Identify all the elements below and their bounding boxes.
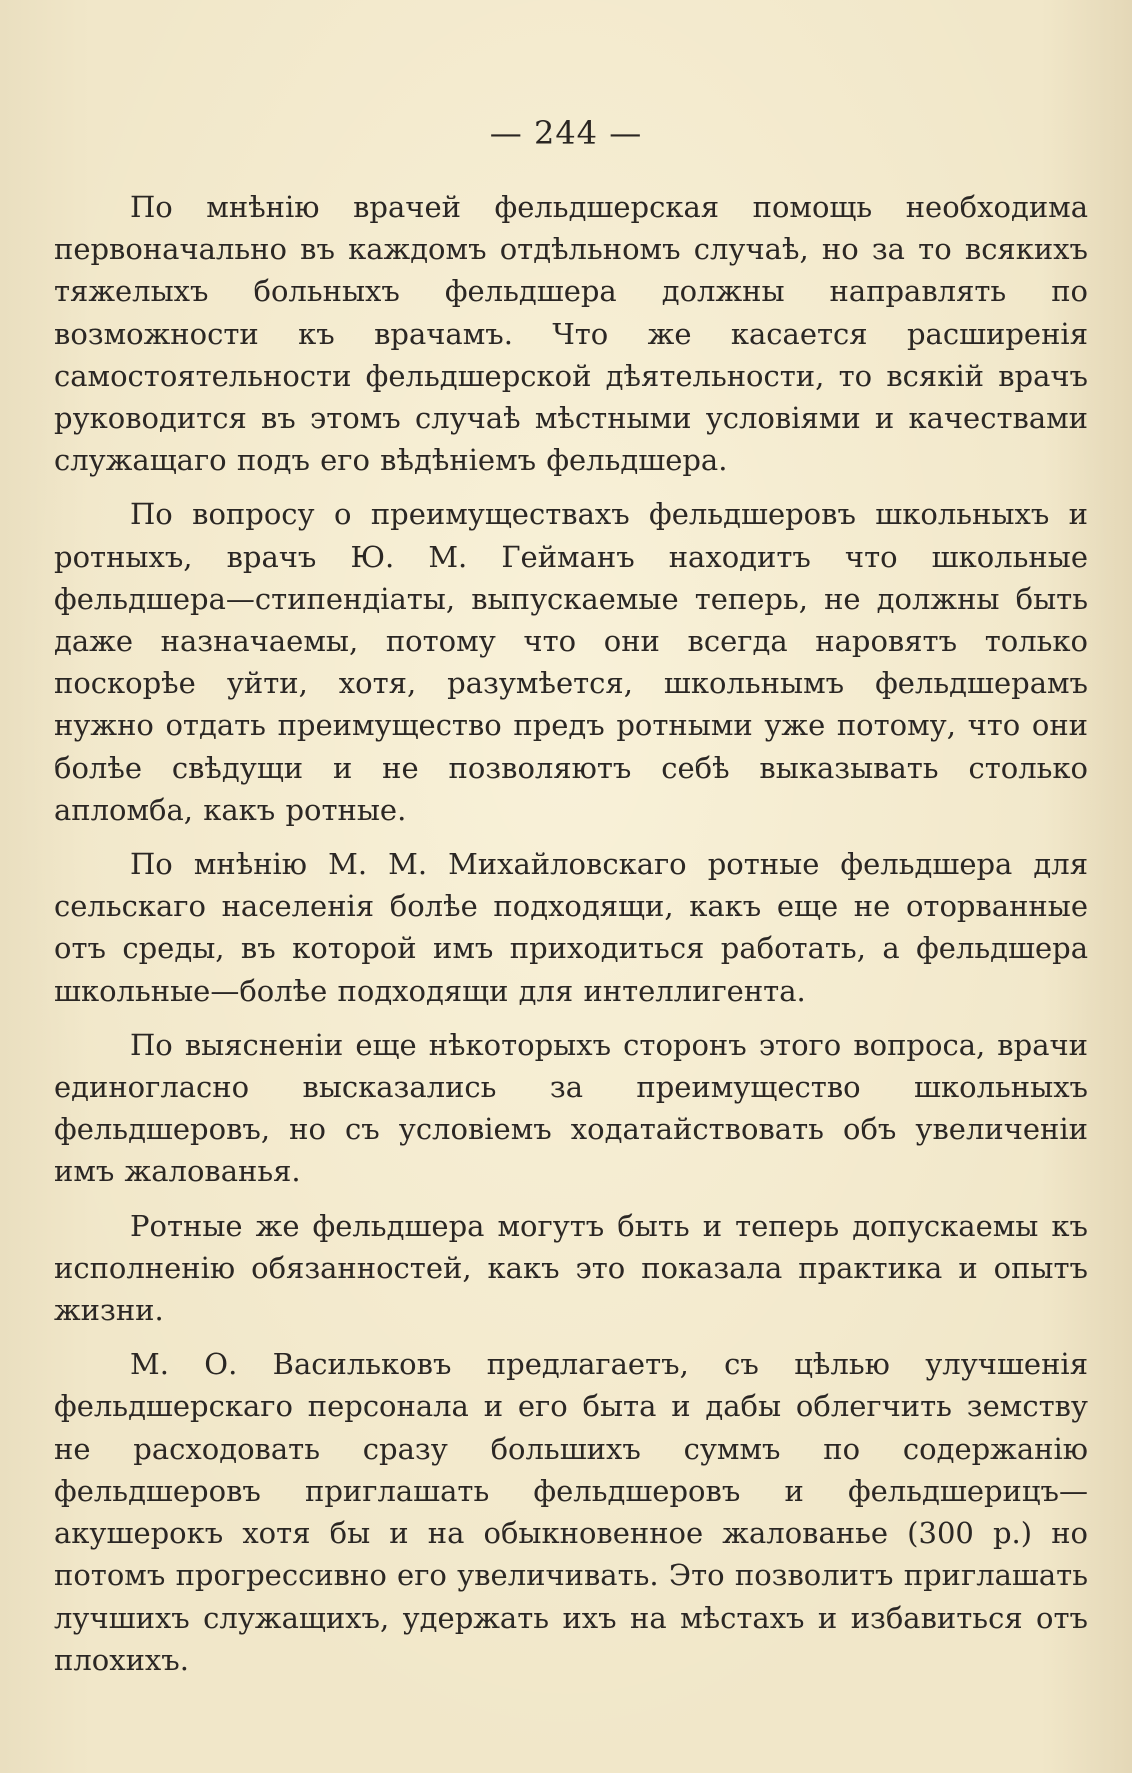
paragraph: По вопросу о преимуществахъ фельдшеровъ школьныхъ и ротныхъ, врачъ Ю. М. Гейманъ находитъ что школьные фельдшера—стипендіаты, выпускаемые теперь, не должны быть даже назначаемы, потому что они всегда наровятъ только поскорѣе уйти, хотя, разумѣется, школьнымъ фельдшерамъ нужно отдать преимущество предъ ротными уже потому, что они болѣе свѣдущи и не позволяютъ себѣ выказывать столько апломба, какъ ротные. — [54, 497, 1088, 827]
page-number: — 244 — — [489, 114, 643, 152]
paragraph: Ротные же фельдшера могутъ быть и теперь допускаемы къ исполненію обязанностей, какъ это показала практика и опытъ жизни. — [54, 1208, 1088, 1328]
paragraph: М. О. Васильковъ предлагаетъ, съ цѣлью улучшенія фельдшерскаго персонала и его быта и дабы облегчить земству не расходовать сразу большихъ суммъ по содержанію фельдшеровъ приглашать фельдшеровъ и фельдшерицъ—акушерокъ хотя бы и на обыкновенное жалованье (300 р.) но потомъ прогрессивно его увеличивать. Это позволитъ приглашать лучшихъ служащихъ, удержать ихъ на мѣстахъ и избавиться отъ плохихъ. — [54, 1347, 1088, 1677]
body-text — [54, 186, 1088, 1693]
paragraph: По мнѣнію врачей фельдшерская помощь необходима первоначально въ каждомъ отдѣльномъ случаѣ, но за то всякихъ тяжелыхъ больныхъ фельдшера должны направлять по возможности къ врачамъ. Что же касается расширенія самостоятельности фельдшерской дѣятельности, то всякій врачъ руководится въ этомъ случаѣ мѣстными условіями и качествами служащаго подъ его вѣдѣніемъ фельдшера. — [54, 190, 1088, 478]
paragraph: По мнѣнію М. М. Михайловскаго ротные фельдшера для сельскаго населенія болѣе подходящи, какъ еще не оторванные отъ среды, въ которой имъ приходиться работать, а фельдшера школьные—болѣе подходящи для интеллигента. — [54, 847, 1088, 1008]
paragraph: По выясненіи еще нѣкоторыхъ сторонъ этого вопроса, врачи единогласно высказались за преимущество школьныхъ фельдшеровъ, но съ условіемъ ходатайствовать объ увеличеніи имъ жалованья. — [54, 1027, 1088, 1189]
